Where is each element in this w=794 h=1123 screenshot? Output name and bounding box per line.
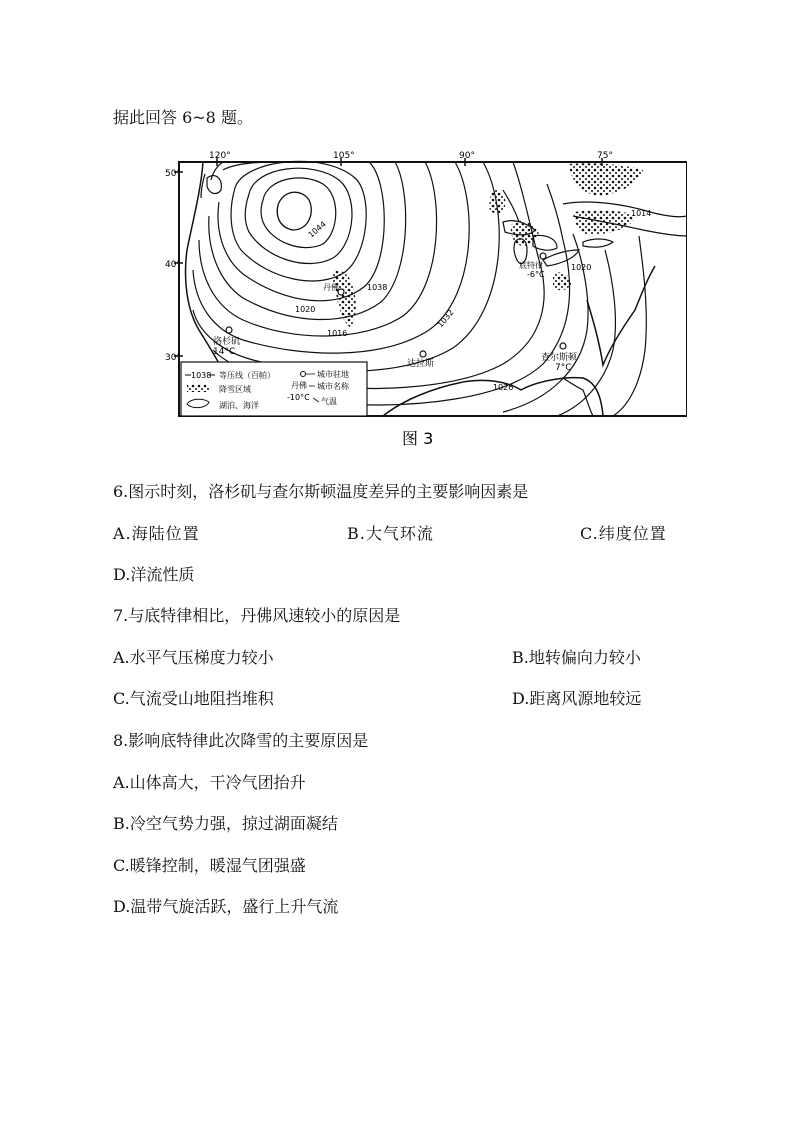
city-name: 底特律	[519, 261, 543, 270]
question-6-option-d[interactable]: D.洋流性质	[113, 565, 195, 584]
question-6-option-c[interactable]: C.纬度位置	[580, 524, 667, 543]
lon-label-75: 75°	[597, 151, 613, 161]
isobar-label: 1016	[327, 329, 348, 338]
question-6-stem: 6.图示时刻，洛杉矶与查尔斯顿温度差异的主要影响因素是	[113, 482, 529, 501]
isobar-label: 1020	[571, 263, 592, 272]
question-8-option-a[interactable]: A.山体高大，干冷气团抬升	[113, 773, 306, 792]
question-8-option-b[interactable]: B.冷空气势力强，掠过湖面凝结	[113, 814, 338, 833]
isobar-label: 1014	[631, 209, 652, 218]
city-temp: -6°C	[527, 270, 545, 279]
question-8-option-c[interactable]: C.暖锋控制，暖湿气团强盛	[113, 856, 306, 875]
legend-city-name: 城市名称	[317, 382, 349, 391]
question-7-option-a[interactable]: A.水平气压梯度力较小	[113, 648, 274, 667]
legend-isobar: 等压线（百帕）	[219, 371, 275, 380]
lat-label-30: 30°	[165, 353, 181, 363]
lat-label-50: 50°	[165, 169, 181, 179]
city-temp: 7°C	[555, 363, 572, 373]
question-6-option-b[interactable]: B.大气环流	[347, 524, 434, 543]
question-8-option-d[interactable]: D.温带气旋活跃，盛行上升气流	[113, 897, 339, 916]
map-legend	[181, 362, 367, 416]
isobar-map	[143, 150, 687, 458]
lat-label-40: 40°	[165, 260, 181, 270]
legend-snow: 降雪区域	[219, 385, 251, 394]
question-6-option-a[interactable]: A.海陆位置	[113, 524, 200, 543]
city-name: 丹佛	[323, 283, 339, 292]
city-name: 达拉斯	[407, 359, 435, 369]
question-7-stem: 7.与底特律相比，丹佛风速较小的原因是	[113, 606, 401, 625]
isobar-label: 1020	[295, 305, 316, 314]
lon-label-90: 90°	[459, 151, 475, 161]
question-7-option-b[interactable]: B.地转偏向力较小	[512, 648, 641, 667]
isobar-label: 1032	[435, 307, 456, 330]
city-temp: 14°C	[213, 347, 236, 357]
question-7-option-d[interactable]: D.距离风源地较远	[512, 689, 642, 708]
isobar-map-figure	[143, 150, 687, 458]
lon-label-105: 105°	[333, 151, 355, 161]
lon-label-120: 120°	[209, 151, 231, 161]
legend-temp: 气温	[321, 397, 337, 406]
legend-city-name-sample: 丹佛	[291, 381, 307, 390]
figure-caption: 图 3	[402, 429, 434, 448]
city-name: 查尔斯顿	[541, 353, 578, 363]
question-7-option-c[interactable]: C.气流受山地阻挡堆积	[113, 689, 274, 708]
legend-temp-sample: -10°C	[287, 393, 310, 402]
question-8-stem: 8.影响底特律此次降雪的主要原因是	[113, 731, 369, 750]
legend-isobar-sample: 1038	[191, 371, 212, 380]
city-name: 洛杉矶	[213, 337, 241, 347]
legend-city-dot	[301, 372, 306, 377]
isobar-label: 1044	[306, 219, 328, 240]
legend-city-dot-label: 城市驻地	[317, 370, 349, 379]
isobar-label: 1026	[493, 383, 514, 392]
legend-lake: 湖泊、海洋	[219, 401, 259, 410]
intro-text: 据此回答 6~8 题。	[113, 108, 253, 127]
isobar-label: 1038	[367, 283, 388, 292]
legend-snow-swatch	[187, 384, 209, 392]
